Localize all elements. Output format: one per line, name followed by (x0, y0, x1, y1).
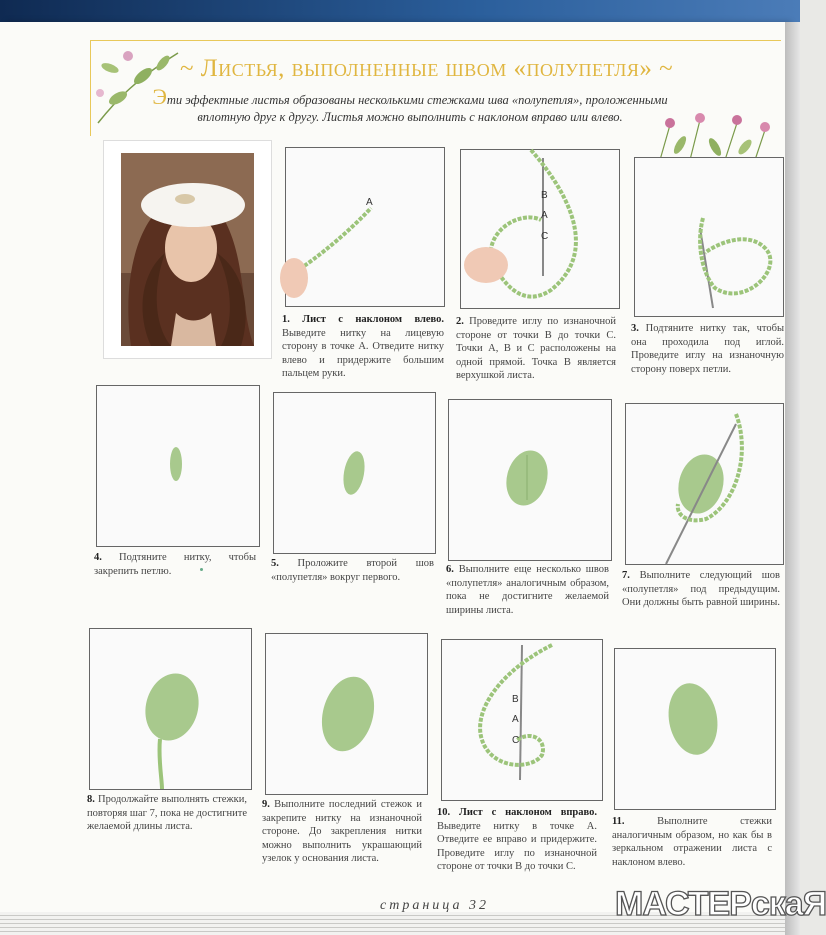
step-number: 9. (262, 799, 270, 810)
page-number: страница 32 (380, 898, 489, 913)
step-number: 1. (282, 314, 290, 325)
step-6-image (448, 399, 612, 561)
point-c-label: C (512, 735, 520, 746)
point-a-label: A (512, 714, 519, 725)
step-text: Продолжайте выполнять стежки, повторяя шаг 7, пока не достигните желаемой длины листа. (87, 794, 247, 832)
step-number: 2. (456, 316, 464, 327)
step-caption (94, 551, 256, 578)
point-b-label: B (541, 190, 548, 201)
step-10-image (441, 639, 603, 801)
step-text: Проведите иглу по изнаночной стороне от точки В до точки С. Точки А, В и С расположены на одной прямой. Точка В является верхушкой листа. (456, 316, 616, 381)
step-11-image (614, 648, 776, 810)
dot-mark (200, 568, 203, 571)
step-7-image (625, 403, 784, 565)
step-text: Выполните следующий шов «полупетля» под предыдущим. Они должны быть равной ширины. (622, 570, 780, 608)
step-text: Подтяните нитку, чтобы закрепить петлю. (94, 552, 256, 577)
step-text: Выполните стежки аналогичным образом, но как бы в зеркальном отражении листа с наклоном влево. (612, 816, 772, 868)
step-number: 4. (94, 552, 102, 563)
step-2-image (460, 149, 620, 309)
step-title: Лист с наклоном вправо. (459, 807, 597, 818)
step-caption (622, 569, 780, 610)
step-number: 3. (631, 323, 639, 334)
top-strip (0, 0, 800, 22)
step-1-image (285, 147, 445, 307)
step-5-image (273, 392, 436, 554)
step-caption (282, 313, 444, 381)
step-3-image (634, 157, 784, 317)
step-text: Выведите нитку в точке А. Отведите ее вправо и придержите. Проведите иглу по изнаночной стороне от точки В до точки С. (437, 820, 597, 872)
step-caption (456, 315, 616, 383)
point-a-label: A (366, 197, 373, 208)
step-caption (631, 322, 784, 376)
step-number: 10. (437, 807, 451, 818)
step-caption (437, 806, 597, 874)
step-caption (271, 557, 434, 584)
intro-body: ти эффектные листья образованы несколькими стежками шва «полупетля», проложенными вплотную друг к другу. Листья можно выполнить с наклоном вправо или влево. (166, 93, 668, 124)
step-text: Проложите второй шов «полупетля» вокруг первого. (271, 558, 434, 583)
step-caption (262, 798, 422, 866)
step-caption (446, 563, 609, 617)
model-photo (103, 140, 272, 359)
step-4-image (96, 385, 260, 547)
intro-drop-cap: Э (152, 84, 167, 109)
site-logo: МАСТЕРскаЯ (615, 885, 826, 923)
step-text: Выполните еще несколько швов «полупетля» аналогичным образом, пока не достигните желаемой ширины листа. (446, 564, 609, 616)
step-number: 11. (612, 816, 625, 827)
point-c-label: C (541, 231, 549, 242)
step-9-image (265, 633, 428, 795)
step-text: Подтяните нитку так, чтобы она проходила под иглой. Проведите иглу на изнаночную сторону поверх петли. (631, 323, 784, 375)
point-a-label: A (541, 210, 548, 221)
point-b-label: B (512, 694, 519, 705)
step-text: Выведите нитку на лицевую сторону в точке А. Отведите нитку влево и придержите большим пальцем руки. (282, 327, 444, 379)
page-title: ~ Листья, выполненные швом «полупетля» ~ (180, 55, 674, 82)
step-8-image (89, 628, 252, 790)
step-text: Выполните последний стежок и закрепите нитку на изнаночной стороне. До закрепления нитки можно выполнить украшающий узелок у основания листа. (262, 799, 422, 864)
step-title: Лист с наклоном влево. (302, 314, 445, 325)
step-number: 7. (622, 570, 630, 581)
step-number: 5. (271, 558, 279, 569)
step-caption (87, 793, 247, 834)
step-number: 6. (446, 564, 454, 575)
page-edge (785, 22, 800, 935)
step-caption (612, 815, 772, 869)
intro-text (150, 84, 670, 126)
step-number: 8. (87, 794, 95, 805)
